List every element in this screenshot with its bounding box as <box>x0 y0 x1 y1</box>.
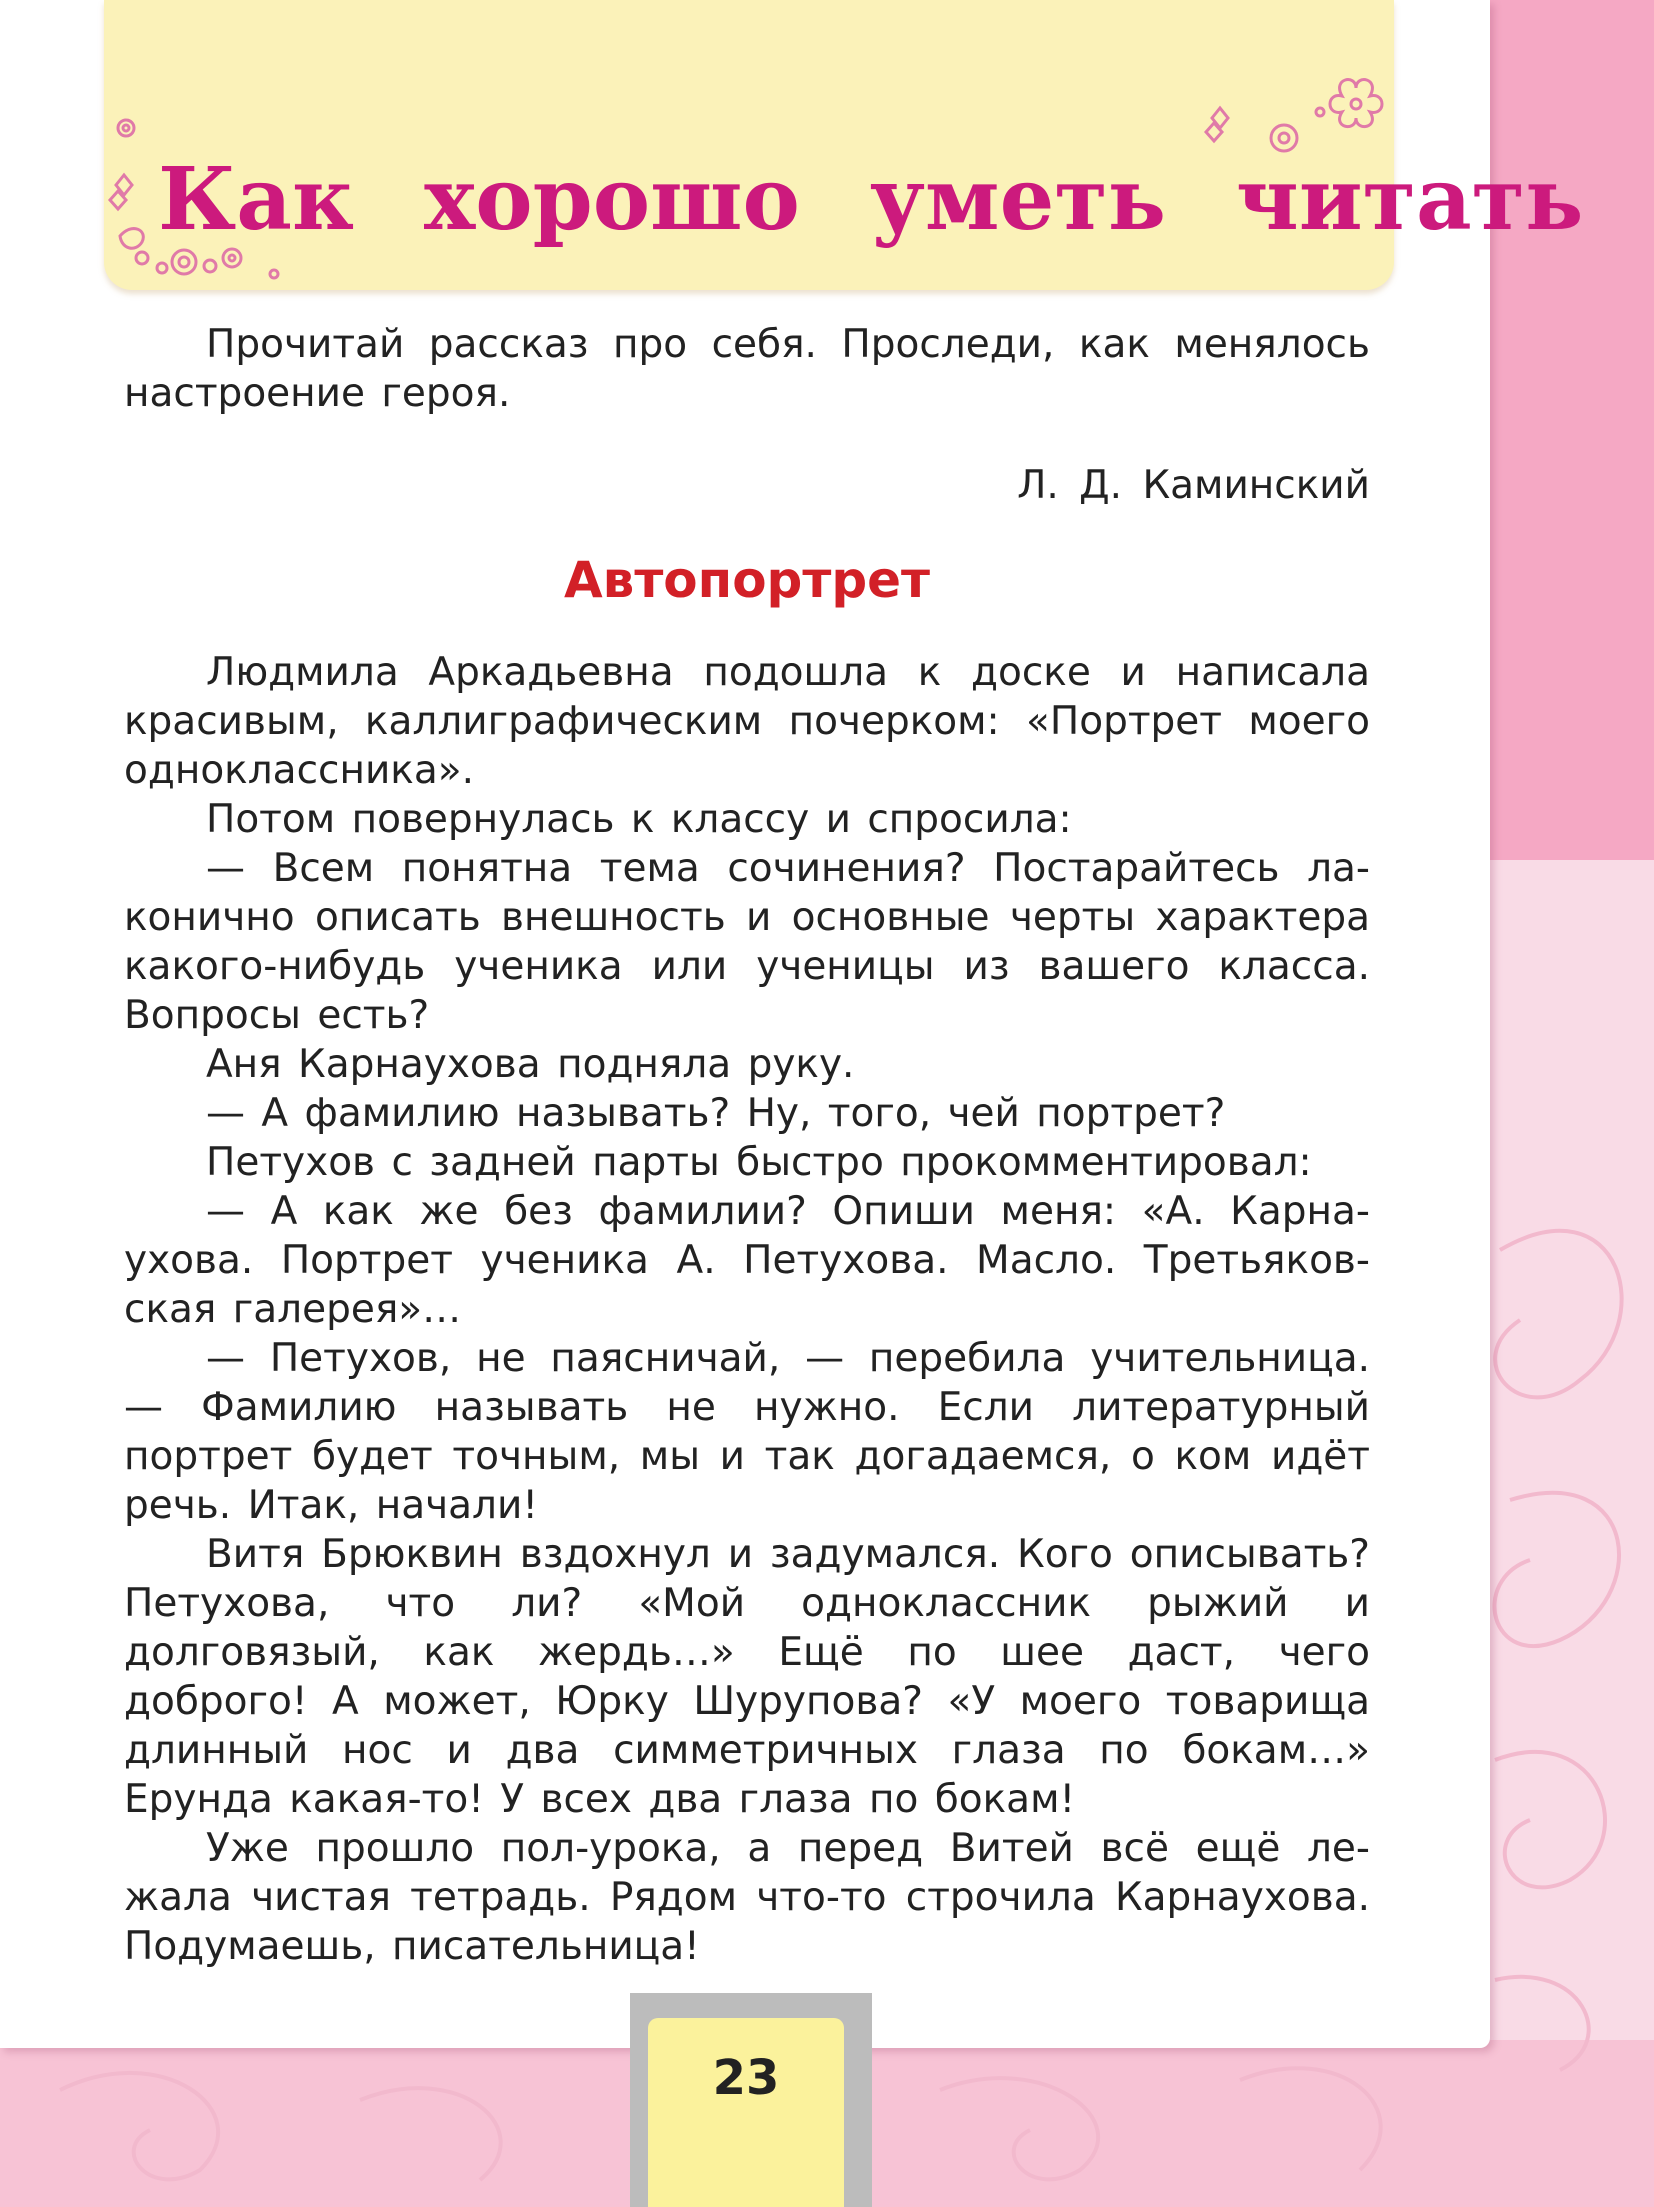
story-paragraph: Потом повернулась к классу и спросила: <box>206 797 1072 842</box>
page-title: Как хорошо уметь читать <box>158 149 1584 250</box>
story-title: Автопортрет <box>563 551 930 609</box>
story-paragraph: — Петухов, не паясничай, — перебила учительница. — Фамилию называть не нужно. Если литературный портрет будет точным, мы и так догадаемся, о ком идёт речь. Итак, начали! <box>124 1336 1370 1528</box>
story-paragraph: Аня Карнаухова подняла руку. <box>206 1042 855 1087</box>
author-name: Л. Д. Каминский <box>1017 463 1370 508</box>
title-banner <box>104 0 1584 290</box>
story-body <box>124 648 1370 1971</box>
instruction-text: Прочитай рассказ про себя. Проследи, как менялось настроение героя. <box>124 322 1370 416</box>
story-paragraph: Уже прошло пол-урока, а перед Витей всё ещё лежала чистая тетрадь. Рядом что-то строчила Карнаухова. Подумаешь, писательница! <box>124 1826 1370 1969</box>
story-paragraph: Петухов с задней парты быстро прокомментировал: <box>206 1140 1312 1185</box>
reading-instruction <box>124 320 1370 418</box>
story-paragraph: — А фамилию называть? Ну, того, чей портрет? <box>206 1091 1226 1136</box>
page-number: 23 <box>648 2018 844 2207</box>
story-paragraph: Людмила Аркадьевна подошла к доске и написала красивым, каллиграфическим почерком: «Портрет моего одноклассника». <box>124 650 1370 793</box>
story-paragraph: — Всем понятна тема сочинения? Постарайтесь лаконично описать внешность и основные черты характера какого-нибудь ученика или ученицы из вашего класса. Вопросы есть? <box>124 846 1370 1038</box>
story-paragraph: Витя Брюквин вздохнул и задумался. Кого описывать? Петухова, что ли? «Мой одноклассник рыжий и долговязый, как жердь…» Ещё по шее даст, чего доброго! А может, Юрку Шурупова? «У моего товарища длинный нос и два симметричных глаза по бокам…» Ерунда какая-то! У всех два глаза по бокам! <box>124 1532 1370 1822</box>
story-paragraph: — А как же без фамилии? Опиши меня: «А. Карнаухова. Портрет ученика А. Петухова. Масло. Третьяковская галерея»… <box>124 1189 1370 1332</box>
